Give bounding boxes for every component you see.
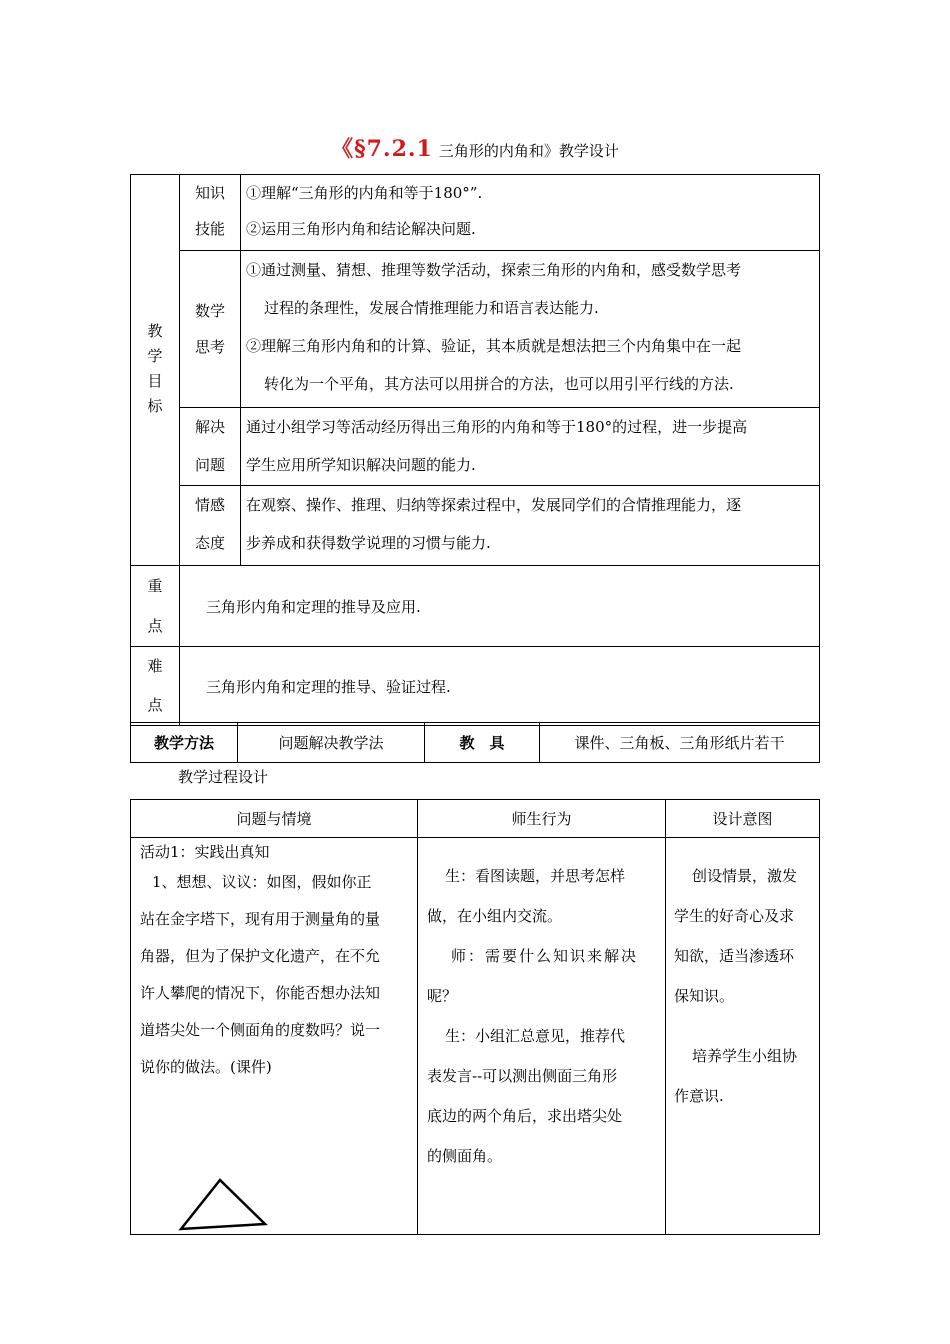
goal-text-knowledge: [241, 175, 820, 251]
difficulty-label-char: 难: [147, 657, 163, 675]
goals-category-char: 标: [147, 397, 163, 415]
intent-line: 学生的好奇心及求: [674, 907, 795, 925]
situation-line: 角器，但为了保护文化遗产，在不允: [140, 947, 381, 965]
goal-text-attitude: [241, 486, 820, 566]
goal-text-line: ①理解“三角形的内角和等于180°”.: [246, 184, 483, 202]
process-header-behavior: 师生行为: [418, 800, 666, 838]
goals-table: [130, 174, 820, 726]
intent-line: 作意识.: [674, 1087, 724, 1105]
situation-line: 站在金字塔下，现有用于测量角的量: [140, 910, 381, 928]
situation-line: 道塔尖处一个侧面角的度数吗？说一: [140, 1021, 381, 1039]
intent-line: 培养学生小组协: [692, 1047, 798, 1065]
process-table: [130, 799, 820, 1235]
goal-label-math-thinking: [180, 251, 241, 408]
methods-label: 教学方法: [131, 723, 238, 763]
goal-text-line: 步养成和获得数学说理的习惯与能力.: [246, 534, 491, 552]
intent-line: 知欲，适当渗透环: [674, 947, 795, 965]
behavior-line: 底边的两个角后，求出塔尖处: [427, 1107, 623, 1125]
behavior-line: 生：小组汇总意见，推荐代: [445, 1027, 626, 1045]
goal-text-line: 在观察、操作、推理、归纳等探索过程中，发展同学们的合情推理能力，逐: [246, 496, 742, 514]
behavior-line: 生：看图读题，并思考怎样: [445, 867, 626, 885]
goal-text-line: 学生应用所学知识解决问题的能力.: [246, 456, 476, 474]
methods-value: 问题解决教学法: [238, 723, 425, 763]
process-caption: 教学过程设计: [178, 768, 269, 786]
goals-category-char: 学: [147, 347, 163, 365]
goal-label-line: 情感: [194, 496, 225, 514]
goal-label-line: 技能: [194, 220, 225, 238]
goals-category-cell: [131, 175, 180, 566]
goal-text-line: ②运用三角形内角和结论解决问题.: [246, 220, 476, 238]
goal-label-line: 思考: [194, 338, 225, 356]
behavior-line: 师：需要什么知识来解决: [451, 947, 639, 965]
key-point-label-char: 重: [147, 576, 163, 595]
goal-label-attitude: [180, 486, 241, 566]
goal-text-line: 通过小组学习等活动经历得出三角形的内角和等于180°的过程，进一步提高: [246, 418, 748, 436]
tools-value: 课件、三角板、三角形纸片若干: [540, 723, 820, 763]
difficulty-text: 三角形内角和定理的推导、验证过程.: [180, 647, 820, 726]
behavior-line: 的侧面角。: [427, 1147, 503, 1165]
goal-text-line: 转化为一个平角，其方法可以用拼合的方法，也可以用引平行线的方法.: [264, 375, 734, 393]
goal-label-line: 态度: [194, 534, 225, 552]
difficulty-label: [131, 647, 180, 726]
behavior-line: 做，在小组内交流。: [427, 907, 563, 925]
goal-text-problem-solving: [241, 408, 820, 486]
page-title: [0, 132, 950, 163]
process-behavior-cell: [418, 838, 666, 1235]
situation-line: 说你的做法。(课件): [140, 1058, 272, 1076]
goal-label-line: 数学: [194, 302, 225, 320]
goals-category-char: 目: [147, 372, 163, 390]
key-point-text: 三角形内角和定理的推导及应用.: [180, 566, 820, 647]
process-header-intent: 设计意图: [666, 800, 820, 838]
goal-text-line: ①通过测量、猜想、推理等数学活动，探索三角形的内角和，感受数学思考: [246, 261, 742, 279]
goal-label-line: 问题: [194, 456, 225, 474]
goal-label-line: 知识: [194, 184, 225, 202]
behavior-line: 呢？: [427, 987, 458, 1005]
process-situation-cell: [131, 838, 418, 1235]
situation-line: 1、想想、议议：如图，假如你正: [152, 873, 372, 891]
process-header-situation: 问题与情境: [131, 800, 418, 838]
goal-label-line: 解决: [194, 418, 225, 436]
situation-line: 许人攀爬的情况下，你能否想办法知: [140, 984, 381, 1002]
triangle-figure: [177, 1172, 269, 1234]
behavior-line: 表发言--可以测出侧面三角形: [427, 1067, 618, 1085]
goal-label-problem-solving: [180, 408, 241, 486]
title-text: 三角形的内角和》教学设计: [438, 142, 619, 160]
goal-text-line: 过程的条理性，发展合情推理能力和语言表达能力.: [264, 299, 599, 317]
goal-text-math-thinking: [241, 251, 820, 408]
methods-table: [130, 722, 820, 763]
title-section-number: 《§7.2.1: [331, 136, 433, 162]
process-intent-cell: [666, 838, 820, 1235]
key-point-label-char: 点: [147, 616, 163, 635]
goal-label-knowledge: [180, 175, 241, 251]
key-point-label: [131, 566, 180, 647]
activity-heading: 活动1：实践出真知: [140, 843, 270, 861]
difficulty-label-char: 点: [147, 696, 163, 714]
tools-label: 教 具: [425, 723, 540, 763]
intent-line: 创设情景，激发: [692, 867, 798, 885]
goal-text-line: ②理解三角形内角和的计算、验证，其本质就是想法把三个内角集中在一起: [246, 337, 742, 355]
goals-category-char: 教: [147, 322, 163, 340]
intent-line: 保知识。: [674, 987, 735, 1005]
